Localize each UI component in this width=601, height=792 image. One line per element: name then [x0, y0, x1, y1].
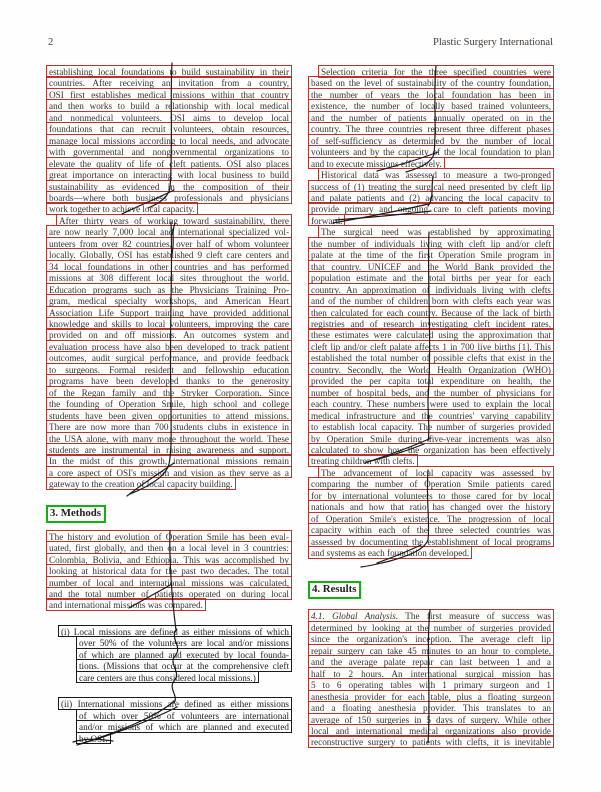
text-line: by Operation Smile during five-year increments was also — [308, 432, 554, 445]
text-line: of which over 50% of volunteers are international — [76, 709, 292, 722]
text-line: the USA alone, with many more throughout the world. These — [46, 432, 292, 445]
text-line: and a floating anesthesia provider. This translates to an — [308, 701, 554, 714]
text-line: care centers are thus considered local missions.) — [76, 671, 259, 684]
paragraph — [46, 65, 292, 215]
text-line: registries and of research investigating cleft incident rates, — [308, 317, 554, 330]
text-line: by OSI. — [76, 732, 111, 745]
paragraph — [46, 530, 292, 611]
text-line: Colombia, Bolivia, and Ethiopia. This was accomplished by — [46, 553, 292, 566]
text-line: foundations that can recruit volunteers, obtain resources, — [46, 122, 292, 135]
text-line: the founding of Operation Smile, high school and college — [46, 397, 292, 410]
text-line: and international missions was compared. — [46, 598, 206, 611]
text-line: and of the number of children born with clefts each year was — [308, 294, 554, 307]
text-line: calculated to show how the organization has been effectively — [308, 443, 554, 456]
text-line: number of local and international missions was calculated, — [46, 576, 292, 589]
text-line: elevate the quality of life of cleft patients. OSI also places — [46, 157, 292, 170]
paragraph — [308, 225, 554, 467]
text-line: of self-sufficiency as determined by the number of local — [308, 134, 554, 147]
text-line: 4.1. Global Analysis. The first measure of success was — [308, 609, 554, 622]
text-line: determined by looking at the number of surgeries provided — [308, 621, 554, 634]
text-line: reconstructive surgery to patients with clefts, it is inevitable — [308, 735, 554, 748]
text-line: that country. UNICEF and the World Bank provided the — [308, 260, 554, 273]
right-column — [308, 65, 554, 747]
section-heading: 4. Results — [308, 581, 361, 599]
text-line: and palate patients and (2) advancing the local capacity to — [308, 191, 554, 204]
text-line: provide primary and ongoing care to cleft patients moving — [308, 202, 554, 215]
list-item — [58, 697, 292, 744]
text-line: provided the per capita total expenditure on health, the — [308, 374, 554, 387]
text-line: anesthesia provider for each table, plus a floating surgeon — [308, 690, 554, 703]
text-line: work together to achieve local capacity. — [46, 202, 198, 215]
text-line: existence, the number of locally based trained volunteers, — [308, 99, 554, 112]
text-line: nationals and how that ratio has changed over the history — [308, 500, 554, 513]
text-line: of Operation Smile's existence. The progression of local — [308, 512, 554, 525]
text-line: repair surgery can take 45 minutes to an hour to complete, — [308, 644, 554, 657]
text-line: provided on and off missions. An outcomes system and — [46, 328, 292, 341]
text-line: programs have been developed thanks to the generosity — [46, 374, 292, 387]
text-line: uated, first globally, and then on a local level in 3 countries: — [46, 541, 292, 554]
text-line: (i) Local missions are defined as either missions of which — [58, 625, 292, 638]
text-line: Association Life Support training have provided additional — [46, 306, 292, 319]
text-line: country. The three countries represent three different phases — [308, 122, 554, 135]
text-line: students are instrumental in raising awareness and support. — [46, 443, 292, 456]
page-number: 2 — [48, 37, 54, 48]
text-line: countries. After receiving an invitation from a country, — [46, 76, 292, 89]
text-line: these estimates were calculated using the approximation that — [308, 328, 554, 341]
text-line: gram, medical specialty workshops, and American Heart — [46, 294, 292, 307]
text-line: manage local missions according to local needs, and advocate — [46, 134, 292, 147]
text-line: and the number of patients annually operated on in the — [308, 111, 554, 124]
text-line: are now nearly 7,000 local and international specialized vol- — [46, 225, 292, 238]
text-line: outcomes, audit surgical performance, and provide feedback — [46, 351, 292, 364]
text-line: OSI first establishes medical missions within that country — [46, 88, 292, 101]
text-line: and systems as each foundation developed. — [308, 546, 472, 559]
text-line: and the total number of patients operated on during local — [46, 587, 292, 600]
text-line: 5 to 6 operating tables with 1 primary surgeon and 1 — [308, 678, 554, 691]
text-line: the number of individuals living with cleft lip and/or cleft — [308, 237, 554, 250]
section-heading: 3. Methods — [46, 505, 106, 523]
text-line: students have been given opportunities to attend missions. — [46, 409, 292, 422]
text-line: The surgical need was established by approximating — [318, 225, 554, 238]
text-line: boards—where both business professionals and physicians — [46, 191, 292, 204]
text-line: Historical data was assessed to measure a two-pronged — [318, 168, 554, 181]
journal-title: Plastic Surgery International — [433, 37, 553, 48]
text-line: Selection criteria for the three specified countries were — [318, 65, 554, 78]
text-line: over 50% of the volunteers are local and/or missions — [76, 636, 292, 649]
text-line: evaluation process have also been developed to track patient — [46, 340, 292, 353]
text-line: average of 150 surgeries in 5 days of surgery. While other — [308, 713, 554, 726]
list-item — [58, 625, 292, 683]
paragraph — [308, 466, 554, 559]
text-line: country. An approximation of individuals living with clefts — [308, 283, 554, 296]
text-line: and to execute missions effectively. — [308, 157, 445, 170]
text-line: sustainability as evidenced in the composition of their — [46, 180, 292, 193]
text-line: each country. These numbers were used to explain the local — [308, 397, 554, 410]
left-column — [46, 65, 292, 743]
text-line: to surgeons. Formal resident and fellowship education — [46, 363, 292, 376]
text-line: Education programs such as the Physicians Training Pro- — [46, 283, 292, 296]
text-line: then calculated for each country. Because of the lack of birth — [308, 306, 554, 319]
text-line: and nonmedical volunteers. OSI aims to develop local — [46, 111, 292, 124]
text-line: the number of years the local foundation has been in — [308, 88, 554, 101]
text-line: 34 local foundations in other countries and has performed — [46, 260, 292, 273]
text-line: population estimate and the total births per year for each — [308, 271, 554, 284]
text-line: (ii) International missions are defined as either missions — [58, 697, 292, 710]
text-line: assessed by documenting the establishment of local programs — [308, 535, 554, 548]
text-line: established the total number of possible clefts that exist in the — [308, 351, 554, 364]
text-line: There are now more than 700 students clubs in existence in — [46, 420, 292, 433]
text-line: a core aspect of OSI's mission and vision as they serve as a — [46, 466, 292, 479]
paragraph — [46, 214, 292, 490]
text-line: comparing the number of Operation Smile patients cared — [308, 477, 554, 490]
text-line: local and international medical organizations also provide — [308, 724, 554, 737]
paragraph — [308, 609, 554, 748]
text-line: establishing local foundations to build sustainability in their — [46, 65, 292, 78]
text-line: cleft lip and/or cleft palate affects 1 in 700 live births [1]. This — [308, 340, 554, 353]
text-line: medical infrastructure and the countries' varying capability — [308, 409, 554, 422]
text-line: palate at the time of the first Operation Smile program in — [308, 248, 554, 261]
page-header — [48, 37, 553, 48]
text-line: The history and evolution of Operation Smile has been eval- — [46, 530, 292, 543]
text-line: to establish local capacity. The number of surgeries provided — [308, 420, 554, 433]
text-line: country. Secondly, the World Health Organization (WHO) — [308, 363, 554, 376]
text-line: tions. (Missions that occur at the comprehensive cleft — [76, 659, 292, 672]
text-line: for by international volunteers to those cared for by local — [308, 489, 554, 502]
text-line: half to 2 hours. An international surgical mission has — [308, 667, 554, 680]
text-line: since the organization's inception. The average cleft lip — [308, 632, 554, 645]
text-line: capacity within each of the three selected countries was — [308, 523, 554, 536]
text-line: of the Regan family and the Stryker Corporation. Since — [46, 386, 292, 399]
text-line: After thirty years of working toward sustainability, there — [56, 214, 292, 227]
text-line: treating children with clefts. — [308, 454, 418, 467]
text-line: success of (1) treating the surgical need presented by cleft lip — [308, 180, 554, 193]
text-line: forward. — [308, 214, 345, 227]
text-line: gateway to the creation of local capacity building. — [46, 477, 236, 490]
text-line: and/or missions of which are planned and executed — [76, 720, 292, 733]
text-line: with governmental and nongovernmental organizations to — [46, 145, 292, 158]
text-line: based on the level of sustainability of the country foundation, — [308, 76, 554, 89]
text-line: volunteers and by the capacity of the local foundation to plan — [308, 145, 554, 158]
text-line: great importance on interacting with local business to build — [46, 168, 292, 181]
text-line: locally. Globally, OSI has established 9 cleft care centers and — [46, 248, 292, 261]
text-line: unteers from over 82 countries, over half of whom volunteer — [46, 237, 292, 250]
paragraph — [308, 168, 554, 226]
text-line: missions at 308 different local sites throughout the world. — [46, 271, 292, 284]
subsection-title: 4.1. Global Analysis. — [311, 611, 399, 622]
text-line: of which are planned and executed by local founda- — [76, 648, 292, 661]
paragraph — [308, 65, 554, 169]
text-line: and the average palate repair can last between 1 and a — [308, 655, 554, 668]
text-line: and then works to build a relationship with local medical — [46, 99, 292, 112]
text-line: In the midst of this growth, international missions remain — [46, 454, 292, 467]
text-line: looking at historical data for the past two decades. The total — [46, 564, 292, 577]
text-line: knowledge and skills to local volunteers, improving the care — [46, 317, 292, 330]
text-line: The advancement of local capacity was assessed by — [318, 466, 554, 479]
text-line: number of hospital beds, and the number of physicians for — [308, 386, 554, 399]
